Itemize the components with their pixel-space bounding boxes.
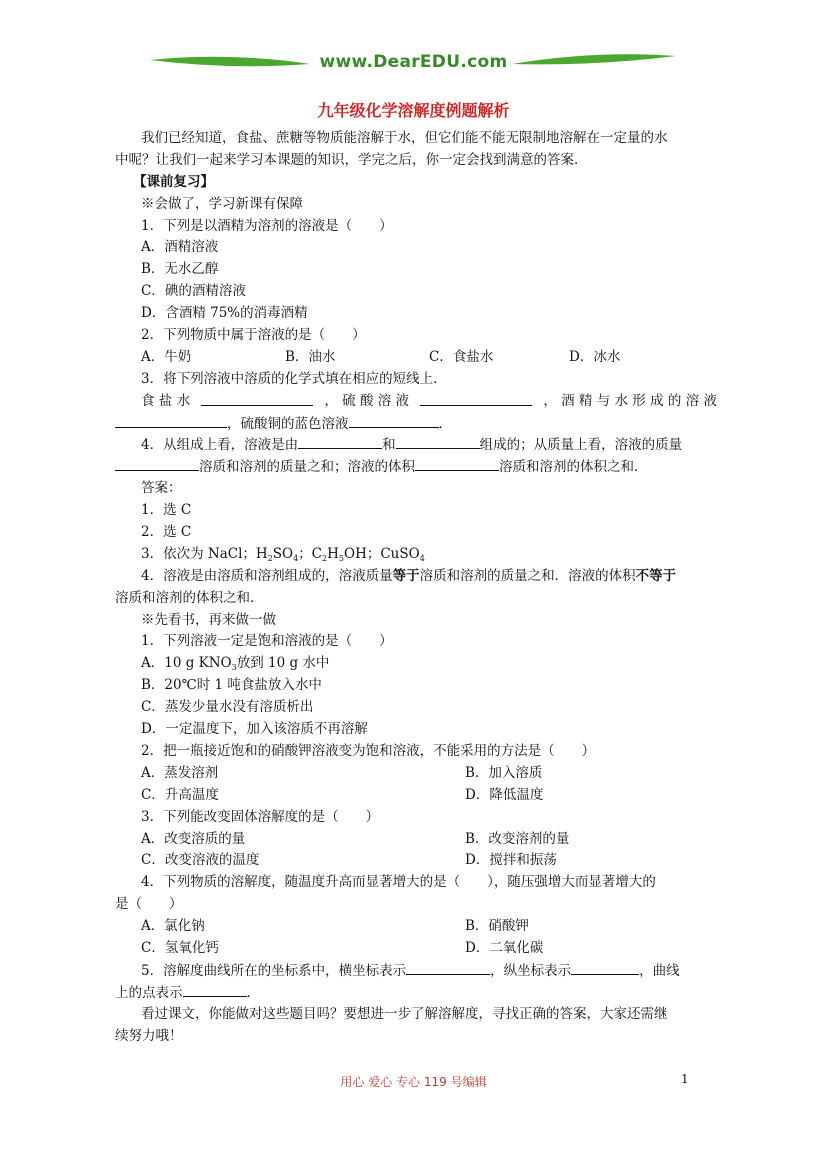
review-q1-option-c: C．碘的酒精溶液 bbox=[141, 283, 246, 300]
page-title: 九年级化学溶解度例题解析 bbox=[317, 101, 510, 120]
q4-blank-2 bbox=[396, 434, 480, 449]
answer-3 bbox=[115, 544, 717, 566]
preview-q4-option-a: A．氯化钠 bbox=[141, 918, 205, 935]
preview-q2-option-a: A．蒸发溶剂 bbox=[141, 764, 219, 781]
review-q3-line-3 bbox=[115, 413, 717, 435]
q4-text-e: 溶质和溶剂的体积之和． bbox=[499, 459, 648, 476]
q5-blank-2 bbox=[571, 960, 639, 975]
answers-heading: 答案： bbox=[141, 480, 182, 497]
closing-line-1: 看过课文，你能做对这些题目吗？要想进一步了解溶解度，寻找正确的答案，大家还需继 bbox=[141, 1005, 668, 1022]
q5-blank-1 bbox=[406, 960, 490, 975]
q4-blank-4 bbox=[415, 456, 499, 471]
review-q1-option-d: D．含酒精 75%的消毒酒精 bbox=[141, 305, 308, 322]
closing-line-2: 续努力哦！ bbox=[115, 1027, 183, 1044]
a4-text-a: 4．溶液是由溶质和溶剂组成的，溶液质量 bbox=[141, 567, 393, 584]
q3-blank-3 bbox=[115, 413, 227, 428]
review-q2-stem: 2．下列物质中属于溶液的是（ ） bbox=[141, 327, 366, 344]
section-heading-review: 【课前复习】 bbox=[133, 173, 214, 190]
answer-1: 1．选 C bbox=[141, 502, 192, 519]
p-q1-a-2: 放到 10 g 水中 bbox=[236, 655, 330, 672]
q4-text-b: 和 bbox=[382, 437, 396, 454]
q3-blank-1 bbox=[201, 391, 313, 406]
q3-blank-4 bbox=[349, 413, 439, 428]
q4-text-c: 组成的；从质量上看，溶液的质量 bbox=[479, 437, 683, 454]
page-number: 1 bbox=[681, 1072, 689, 1086]
preview-subheading: ※先看书，再来做一做 bbox=[141, 611, 276, 628]
review-q2-option-d: D．冰水 bbox=[569, 348, 621, 365]
preview-q3-option-d: D．搅拌和振荡 bbox=[465, 852, 557, 869]
preview-q1-option-a bbox=[115, 653, 717, 675]
review-q2-option-c: C．食盐水 bbox=[429, 348, 494, 365]
q3-text-b: ， 硫 酸 溶 液 bbox=[324, 392, 410, 409]
a3-sub-1: 2 bbox=[267, 553, 273, 563]
review-q3-stem: 3．将下列溶液中溶质的化学式填在相应的短线上． bbox=[141, 370, 447, 387]
q5-text-a: 5．溶解度曲线所在的坐标系中，横坐标表示 bbox=[141, 962, 407, 979]
q3-blank-2 bbox=[420, 391, 532, 406]
p-q1-a-1: A．10 g KNO bbox=[141, 655, 232, 672]
preview-q2-option-c: C．升高温度 bbox=[141, 786, 219, 803]
preview-q4-stem-line-2: 是（ ） bbox=[115, 896, 183, 913]
a3-part-2: SO bbox=[272, 545, 294, 562]
preview-q3-stem: 3．下列能改变固体溶解度的是（ ） bbox=[141, 808, 380, 825]
preview-q4-option-d: D．二氧化碳 bbox=[465, 939, 544, 956]
preview-q4-stem-line-1: 4．下列物质的溶解度，随温度升高而显著增大的是（ ），随压强增大而显著增大的 bbox=[141, 874, 656, 891]
site-logo[interactable]: www.DearEDU.com bbox=[319, 52, 508, 72]
a3-sub-5: 4 bbox=[419, 553, 425, 563]
preview-q3-option-a: A．改变溶质的量 bbox=[141, 830, 246, 847]
site-header bbox=[0, 40, 827, 84]
preview-q4-option-b: B．硝酸钾 bbox=[465, 918, 529, 935]
review-q4-line-1 bbox=[115, 434, 717, 456]
preview-q1-stem: 1．下列溶液一定是饱和溶液的是（ ） bbox=[141, 633, 393, 650]
answer-4-line-1 bbox=[115, 566, 717, 588]
intro-line-2: 中呢？让我们一起来学习本课题的知识，学完之后，你一定会找到满意的答案． bbox=[115, 151, 588, 168]
review-q4-line-2 bbox=[115, 456, 717, 478]
preview-q1-option-d: D．一定温度下，加入该溶质不再溶解 bbox=[141, 721, 368, 738]
q5-text-d: 上的点表示 bbox=[115, 984, 183, 1001]
q3-text-e: ． bbox=[438, 415, 452, 432]
q5-blank-3 bbox=[183, 982, 247, 997]
preview-q1-option-b: B．20℃时 1 吨食盐放入水中 bbox=[141, 677, 322, 694]
review-q1-stem: 1．下列是以酒精为溶剂的溶液是（ ） bbox=[141, 217, 393, 234]
a3-sub-2: 4 bbox=[293, 553, 299, 563]
preview-q2-row-1 bbox=[115, 763, 717, 785]
preview-q4-row-2 bbox=[115, 938, 717, 960]
answer-2: 2．选 C bbox=[141, 524, 192, 541]
preview-q3-option-c: C．改变溶液的温度 bbox=[141, 852, 260, 869]
preview-q4-option-c: C．氢氧化钙 bbox=[141, 939, 219, 956]
q5-text-e: ． bbox=[246, 984, 260, 1001]
document-body bbox=[115, 128, 717, 1047]
preview-q3-row-1 bbox=[115, 829, 717, 851]
a3-sub-3: 2 bbox=[322, 553, 328, 563]
a3-sub-4: 5 bbox=[338, 553, 344, 563]
preview-q3-option-b: B．改变溶剂的量 bbox=[465, 830, 570, 847]
q5-text-c: ，曲线 bbox=[639, 962, 680, 979]
preview-q2-row-2 bbox=[115, 785, 717, 807]
p-q1-a-sub: 3 bbox=[231, 663, 237, 673]
preview-q3-row-2 bbox=[115, 850, 717, 872]
a3-part-4: H bbox=[327, 545, 339, 562]
a4-text-b: 溶质和溶剂的质量之和．溶液的体积 bbox=[419, 567, 636, 584]
review-q2-options bbox=[115, 347, 717, 369]
preview-q1-option-c: C．蒸发少量水没有溶质析出 bbox=[141, 699, 314, 716]
a3-part-3: ；C bbox=[298, 545, 323, 562]
review-subheading: ※会做了，学习新课有保障 bbox=[141, 195, 303, 212]
review-q1-option-a: A．酒精溶液 bbox=[141, 239, 219, 256]
q4-blank-1 bbox=[298, 434, 382, 449]
a3-part-1: 3．依次为 NaCl；H bbox=[141, 545, 268, 562]
q3-text-a: 食 盐 水 bbox=[141, 392, 191, 409]
q3-text-d: ，硫酸铜的蓝色溶液 bbox=[227, 415, 349, 432]
a3-part-5: OH；CuSO bbox=[344, 545, 420, 562]
q4-text-d: 溶质和溶剂的质量之和；溶液的体积 bbox=[199, 459, 415, 476]
q5-text-b: ，纵坐标表示 bbox=[490, 962, 572, 979]
preview-q2-stem: 2．把一瓶接近饱和的硝酸钾溶液变为饱和溶液，不能采用的方法是（ ） bbox=[141, 742, 596, 759]
q4-blank-3 bbox=[115, 456, 199, 471]
preview-q5-line-2 bbox=[115, 982, 717, 1004]
a4-bold-1: 等于 bbox=[392, 567, 420, 584]
q4-text-a: 4．从组成上看，溶液是由 bbox=[141, 437, 299, 454]
intro-line-1: 我们已经知道，食盐、蔗糖等物质能溶解于水，但它们能不能无限制地溶解在一定量的水 bbox=[141, 130, 668, 146]
preview-q5-line-1 bbox=[115, 960, 717, 982]
preview-q2-option-b: B．加入溶质 bbox=[465, 764, 543, 781]
review-q1-option-b: B．无水乙醇 bbox=[141, 261, 219, 278]
preview-q4-row-1 bbox=[115, 916, 717, 938]
review-q2-option-a: A．牛奶 bbox=[141, 348, 192, 365]
review-q3-line-2 bbox=[115, 391, 717, 413]
review-q2-option-b: B．油水 bbox=[285, 348, 336, 365]
q3-text-c: ， 酒 精 与 水 形 成 的 溶 液 bbox=[543, 392, 717, 409]
footer-text: 用心 爱心 专心 119 号编辑 bbox=[340, 1075, 487, 1089]
answer-4-line-2: 溶质和溶剂的体积之和． bbox=[115, 589, 264, 606]
a4-bold-2: 不等于 bbox=[635, 567, 677, 584]
preview-q2-option-d: D．降低温度 bbox=[465, 786, 544, 803]
